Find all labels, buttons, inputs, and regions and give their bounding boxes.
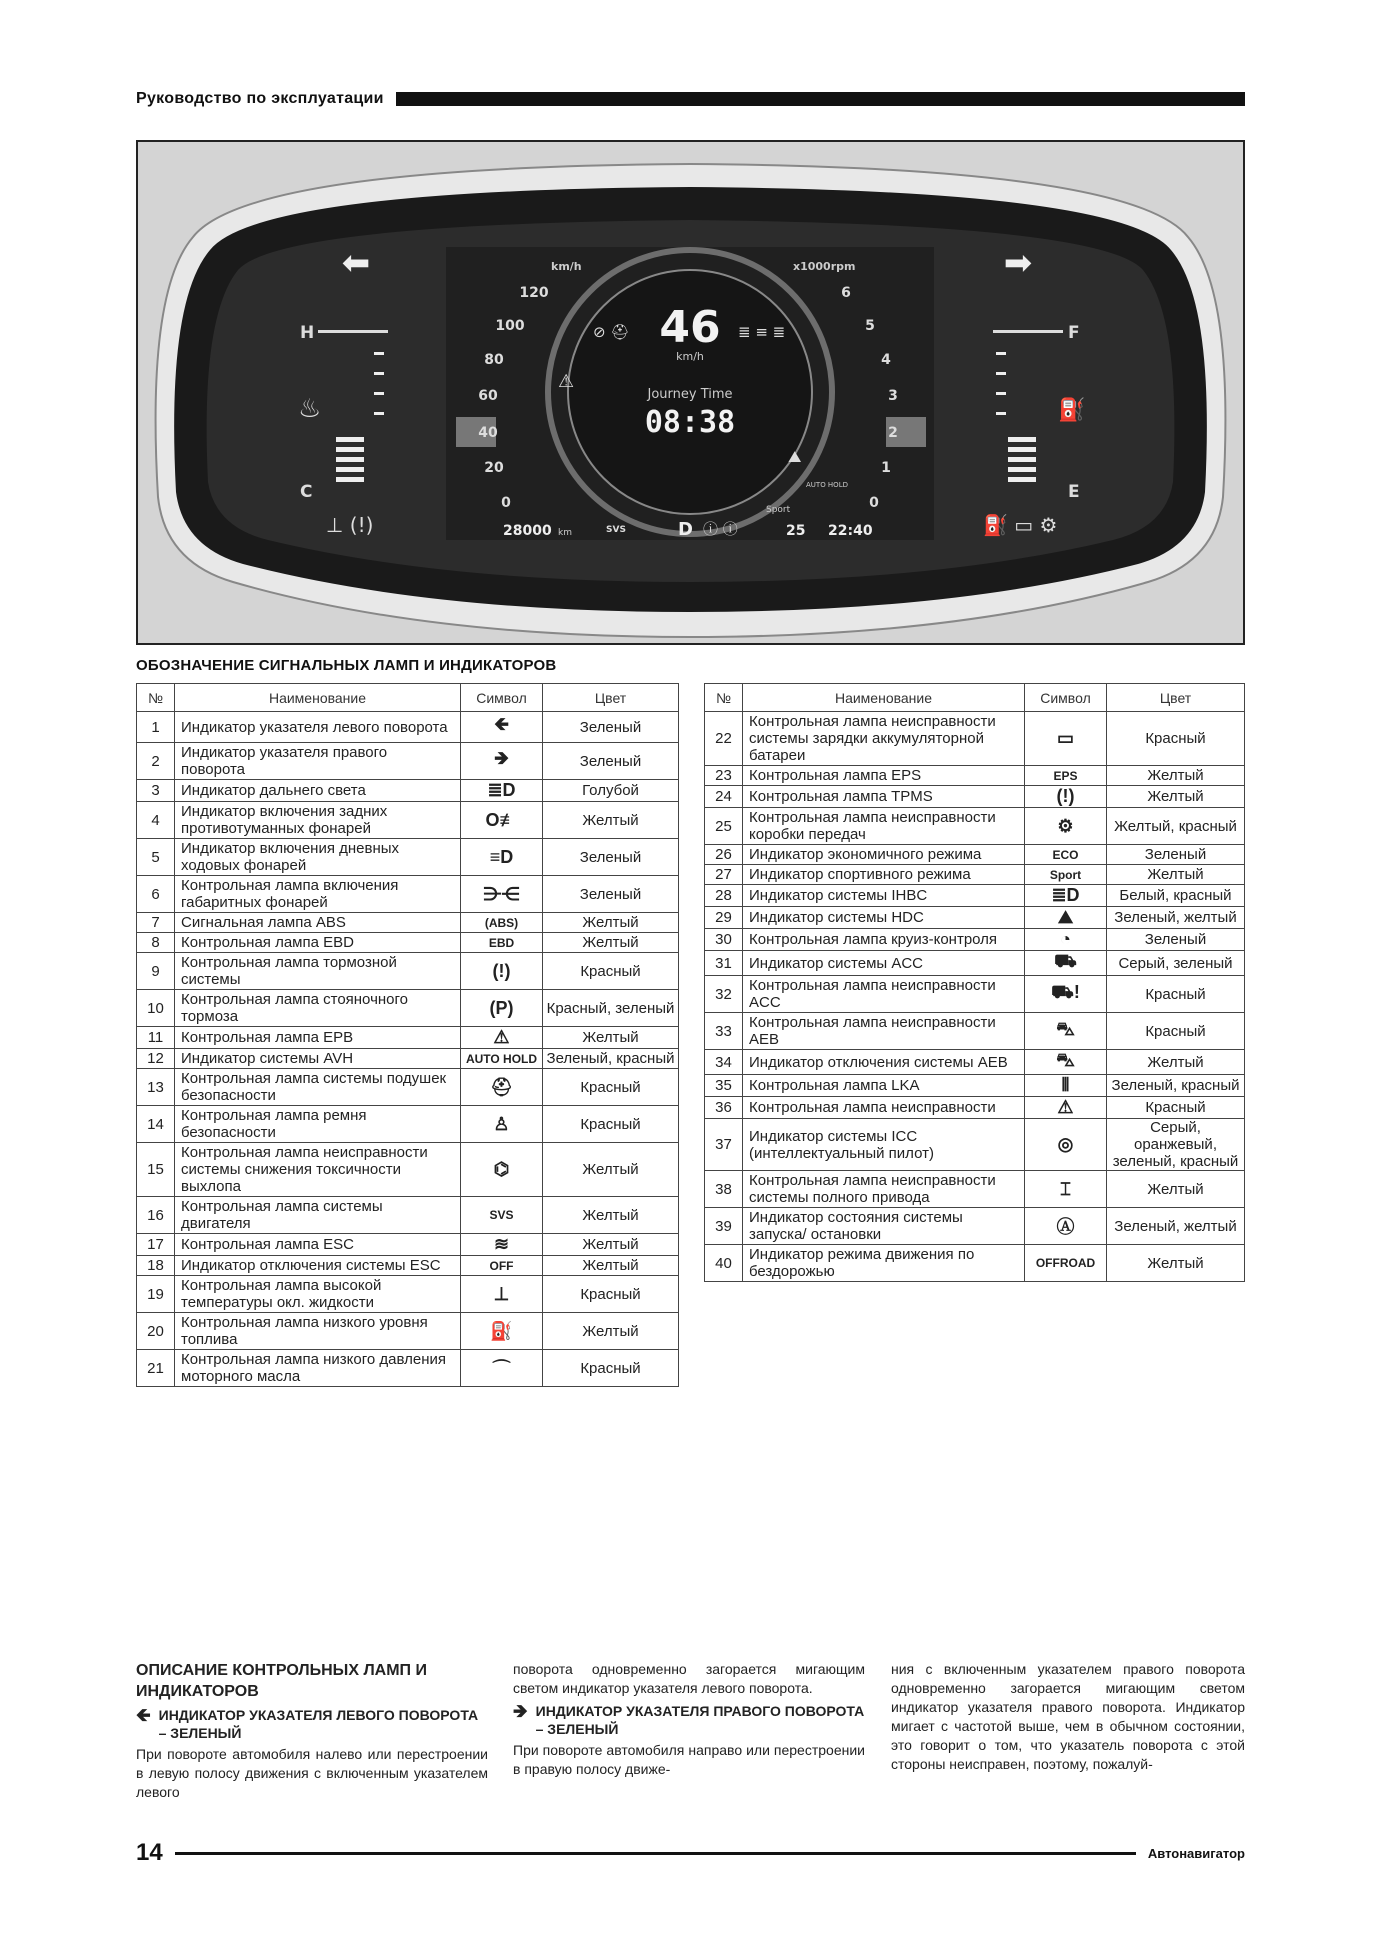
row-number: 37 xyxy=(705,1119,743,1171)
signal-table-right xyxy=(704,683,1245,1282)
speed-tick-label: 80 xyxy=(484,352,504,368)
row-color: Серый, оранжевый, зеленый, красный xyxy=(1107,1119,1245,1171)
rpm-tick-label: 1 xyxy=(881,460,891,476)
journey-time: 08:38 xyxy=(644,405,736,440)
row-number: 6 xyxy=(137,876,175,913)
row-color: Желтый xyxy=(543,913,679,933)
row-color: Белый, красный xyxy=(1107,885,1245,907)
row-name: Контрольная лампа EPB xyxy=(175,1027,461,1049)
table-row xyxy=(705,1171,1245,1208)
row-number: 30 xyxy=(705,929,743,951)
row-name: Контрольная лампа низкого давления моторного масла xyxy=(175,1350,461,1387)
row-symbol-icon: ◎ xyxy=(1025,1119,1107,1171)
table-row xyxy=(705,885,1245,907)
right-arrow-icon: ➡ xyxy=(1003,243,1033,283)
table-row xyxy=(137,743,679,780)
table-row xyxy=(705,951,1245,976)
row-symbol-icon: OFFROAD xyxy=(1025,1245,1107,1282)
row-number: 40 xyxy=(705,1245,743,1282)
row-symbol-icon: ⛑ xyxy=(461,1069,543,1106)
outside-temperature: 25 xyxy=(786,523,806,539)
svg-text:⛰: ⛰ xyxy=(788,447,802,466)
table-row xyxy=(137,1143,679,1197)
sport-indicator: Sport xyxy=(766,505,791,515)
row-color: Желтый xyxy=(543,1197,679,1234)
row-symbol-icon: ECO xyxy=(1025,845,1107,865)
table-row xyxy=(705,1050,1245,1075)
row-name: Контрольная лампа неисправности коробки передач xyxy=(743,808,1025,845)
table-row xyxy=(705,1013,1245,1050)
col-num: № xyxy=(137,684,175,712)
row-name: Контрольная лампа низкого уровня топлива xyxy=(175,1313,461,1350)
row-color: Зеленый, красный xyxy=(1107,1075,1245,1097)
table-row xyxy=(137,913,679,933)
row-number: 28 xyxy=(705,885,743,907)
row-name: Контрольная лампа неисправности системы снижения токсичности выхлопа xyxy=(175,1143,461,1197)
row-symbol-icon: ≋ xyxy=(461,1234,543,1256)
row-symbol-icon: ▭ xyxy=(1025,712,1107,766)
row-name: Контрольная лампа неисправности ACC xyxy=(743,976,1025,1013)
table-row xyxy=(705,845,1245,865)
table-row xyxy=(705,1097,1245,1119)
row-name: Контрольная лампа стояночного тормоза xyxy=(175,990,461,1027)
row-color: Желтый, красный xyxy=(1107,808,1245,845)
row-number: 8 xyxy=(137,933,175,953)
row-symbol-icon: ≡D xyxy=(461,839,543,876)
row-color: Желтый xyxy=(543,1313,679,1350)
row-symbol-icon: (!) xyxy=(461,953,543,990)
row-name: Индикатор указателя левого поворота xyxy=(175,712,461,743)
row-color: Зеленый xyxy=(543,712,679,743)
speed-tick-label: 100 xyxy=(495,318,525,334)
row-symbol-icon: ⊥ xyxy=(461,1276,543,1313)
row-color: Зеленый, желтый xyxy=(1107,1208,1245,1245)
col-color: Цвет xyxy=(543,684,679,712)
table-row xyxy=(137,1027,679,1049)
table-row xyxy=(137,802,679,839)
fuel-e-label: E xyxy=(1068,482,1080,502)
row-name: Контрольная лампа LKA xyxy=(743,1075,1025,1097)
table-row xyxy=(705,1075,1245,1097)
row-symbol-icon: (!) xyxy=(1025,786,1107,808)
row-color: Зеленый xyxy=(543,743,679,780)
table-row xyxy=(137,780,679,802)
speed-unit: km/h xyxy=(676,350,704,363)
table-row xyxy=(705,1208,1245,1245)
table-row xyxy=(705,976,1245,1013)
page-number: 14 xyxy=(136,1839,163,1866)
row-name: Контрольная лампа системы двигателя xyxy=(175,1197,461,1234)
table-row xyxy=(705,929,1245,951)
table-row xyxy=(137,1069,679,1106)
row-color: Красный xyxy=(543,1350,679,1387)
row-symbol-icon: ⌬ xyxy=(461,1143,543,1197)
rpm-tick-label: 2 xyxy=(888,425,898,441)
row-symbol-icon: ≣D xyxy=(461,780,543,802)
table-row xyxy=(137,1350,679,1387)
row-symbol-icon: ⛟! xyxy=(1025,976,1107,1013)
journey-label: Journey Time xyxy=(647,387,733,402)
temp-c-label: C xyxy=(300,482,313,502)
left-arrow-icon: 🡸 xyxy=(136,1705,151,1725)
row-number: 17 xyxy=(137,1234,175,1256)
row-number: 11 xyxy=(137,1027,175,1049)
row-name: Контрольная лампа ESC xyxy=(175,1234,461,1256)
row-name: Контрольная лампа неисправности xyxy=(743,1097,1025,1119)
speed-tick-label: 0 xyxy=(501,495,511,511)
table-row xyxy=(137,1276,679,1313)
row-number: 29 xyxy=(705,907,743,929)
row-number: 14 xyxy=(137,1106,175,1143)
svg-text:⛽: ⛽ xyxy=(1058,398,1086,423)
rpm-tick-label: 6 xyxy=(841,285,851,301)
row-number: 26 xyxy=(705,845,743,865)
table-row xyxy=(137,1049,679,1069)
row-number: 1 xyxy=(137,712,175,743)
row-color: Красный xyxy=(543,953,679,990)
row-name: Индикатор режима движения по бездорожью xyxy=(743,1245,1025,1282)
gear-indicator: D xyxy=(678,519,693,540)
table-row xyxy=(137,1256,679,1276)
row-number: 9 xyxy=(137,953,175,990)
col-color: Цвет xyxy=(1107,684,1245,712)
odometer: 28000 xyxy=(503,523,552,539)
row-name: Индикатор системы HDC xyxy=(743,907,1025,929)
rpm-tick-label: 0 xyxy=(869,495,879,511)
rpm-tick-label: 5 xyxy=(865,318,875,334)
row-symbol-icon: EBD xyxy=(461,933,543,953)
col-symbol: Символ xyxy=(461,684,543,712)
row-symbol-icon: ◔ xyxy=(1025,929,1107,951)
row-symbol-icon: O≢ xyxy=(461,802,543,839)
table-row xyxy=(137,953,679,990)
row-color: Красный xyxy=(1107,976,1245,1013)
row-number: 21 xyxy=(137,1350,175,1387)
right-turn-text: При повороте автомобиля направо или перестроении в правую полосу движе- xyxy=(513,1742,865,1777)
row-name: Контрольная лампа неисправности системы полного привода xyxy=(743,1171,1025,1208)
row-color: Зеленый xyxy=(1107,845,1245,865)
row-number: 25 xyxy=(705,808,743,845)
row-symbol-icon: ⛍ xyxy=(1025,1013,1107,1050)
row-color: Желтый xyxy=(1107,865,1245,885)
left-turn-text-cont: поворота одновременно загорается мигающим светом индикатор указателя левого поворота. xyxy=(513,1661,865,1696)
row-symbol-icon: OFF xyxy=(461,1256,543,1276)
row-color: Голубой xyxy=(543,780,679,802)
row-symbol-icon: ⛟ xyxy=(1025,951,1107,976)
row-name: Индикатор системы AVH xyxy=(175,1049,461,1069)
table-row xyxy=(705,907,1245,929)
table-row xyxy=(705,865,1245,885)
row-name: Контрольная лампа EBD xyxy=(175,933,461,953)
row-color: Красный xyxy=(543,1069,679,1106)
row-name: Контрольная лампа высокой температуры окл. жидкости xyxy=(175,1276,461,1313)
table-row xyxy=(137,876,679,913)
row-color: Желтый xyxy=(543,1143,679,1197)
signal-table-left xyxy=(136,683,679,1387)
row-symbol-icon: 🡸 xyxy=(461,712,543,743)
col-name: Наименование xyxy=(743,684,1025,712)
table-row xyxy=(137,990,679,1027)
kmh-scale-label: km/h xyxy=(551,260,582,273)
row-name: Индикатор системы ICC (интеллектуальный пилот) xyxy=(743,1119,1025,1171)
row-number: 5 xyxy=(137,839,175,876)
table-row xyxy=(137,712,679,743)
row-number: 22 xyxy=(705,712,743,766)
row-name: Контрольная лампа системы подушек безопасности xyxy=(175,1069,461,1106)
page-header xyxy=(136,88,1245,110)
svg-text:⊘ ⛑: ⊘ ⛑ xyxy=(593,323,630,341)
row-color: Желтый xyxy=(1107,766,1245,786)
row-name: Индикатор системы IHBC xyxy=(743,885,1025,907)
row-number: 34 xyxy=(705,1050,743,1075)
row-name: Индикатор экономичного режима xyxy=(743,845,1025,865)
row-color: Желтый xyxy=(543,1234,679,1256)
table-row xyxy=(705,1119,1245,1171)
speed-tick-label: 60 xyxy=(478,388,498,404)
description-column-3 xyxy=(891,1660,1245,1774)
row-symbol-icon: Sport xyxy=(1025,865,1107,885)
row-color: Красный, зеленый xyxy=(543,990,679,1027)
row-symbol-icon: ⛍ xyxy=(1025,1050,1107,1075)
speed-tick-label: 20 xyxy=(484,460,504,476)
header-title: Руководство по эксплуатации xyxy=(136,90,384,107)
row-name: Контрольная лампа круиз-контроля xyxy=(743,929,1025,951)
row-color: Желтый xyxy=(543,802,679,839)
row-color: Желтый xyxy=(1107,1050,1245,1075)
row-symbol-icon: ⌶ xyxy=(1025,1171,1107,1208)
row-number: 7 xyxy=(137,913,175,933)
left-turn-heading: 🡸 ИНДИКАТОР УКАЗАТЕЛЯ ЛЕВОГО ПОВОРОТА – ЗЕЛЕНЫЙ xyxy=(136,1705,479,1741)
row-color: Желтый xyxy=(1107,1171,1245,1208)
rpm-tick-label: 3 xyxy=(888,388,898,404)
row-color: Зеленый xyxy=(1107,929,1245,951)
row-number: 33 xyxy=(705,1013,743,1050)
row-number: 18 xyxy=(137,1256,175,1276)
row-number: 16 xyxy=(137,1197,175,1234)
row-name: Контрольная лампа тормозной системы xyxy=(175,953,461,990)
row-number: 20 xyxy=(137,1313,175,1350)
description-column-2 xyxy=(513,1660,865,1779)
row-number: 35 xyxy=(705,1075,743,1097)
row-number: 13 xyxy=(137,1069,175,1106)
table-row xyxy=(705,766,1245,786)
row-name: Контрольная лампа EPS xyxy=(743,766,1025,786)
instrument-cluster-figure xyxy=(136,140,1245,645)
svs-indicator: SVS xyxy=(606,525,626,535)
row-name: Индикатор включения дневных ходовых фонарей xyxy=(175,839,461,876)
row-color: Серый, зеленый xyxy=(1107,951,1245,976)
row-name: Индикатор спортивного режима xyxy=(743,865,1025,885)
row-color: Желтый xyxy=(543,933,679,953)
row-symbol-icon: ♙ xyxy=(461,1106,543,1143)
row-number: 4 xyxy=(137,802,175,839)
left-turn-text: При повороте автомобиля налево или перестроении в левую полосу движения с включенным указателем левого xyxy=(136,1746,488,1800)
row-color: Зеленый, красный xyxy=(543,1049,679,1069)
row-name: Индикатор состояния системы запуска/ остановки xyxy=(743,1208,1025,1245)
row-name: Индикатор указателя правого поворота xyxy=(175,743,461,780)
row-symbol-icon: ⛽ xyxy=(461,1313,543,1350)
row-symbol-icon: (ABS) xyxy=(461,913,543,933)
description-title: ОПИСАНИЕ КОНТРОЛЬНЫХ ЛАМП И ИНДИКАТОРОВ xyxy=(136,1662,427,1700)
svg-text:ⓘ ⓘ: ⓘ ⓘ xyxy=(703,520,738,538)
row-color: Зеленый xyxy=(543,839,679,876)
row-color: Желтый xyxy=(1107,1245,1245,1282)
svg-text:⚠: ⚠ xyxy=(558,371,575,392)
row-number: 12 xyxy=(137,1049,175,1069)
row-name: Индикатор отключения системы ESC xyxy=(175,1256,461,1276)
row-name: Контрольная лампа неисправности системы зарядки аккумуляторной батареи xyxy=(743,712,1025,766)
row-number: 10 xyxy=(137,990,175,1027)
row-number: 27 xyxy=(705,865,743,885)
row-number: 24 xyxy=(705,786,743,808)
row-symbol-icon: SVS xyxy=(461,1197,543,1234)
svg-text:≣ ≡ ≣: ≣ ≡ ≣ xyxy=(738,323,786,341)
row-color: Красный xyxy=(1107,712,1245,766)
row-symbol-icon: ⚠ xyxy=(1025,1097,1107,1119)
row-symbol-icon: EPS xyxy=(1025,766,1107,786)
rpm-tick-label: 4 xyxy=(881,352,891,368)
table-row xyxy=(137,933,679,953)
row-symbol-icon: ⌒ xyxy=(461,1350,543,1387)
col-symbol: Символ xyxy=(1025,684,1107,712)
row-symbol-icon: ⋺⋲ xyxy=(461,876,543,913)
row-name: Индикатор включения задних противотуманных фонарей xyxy=(175,802,461,839)
row-color: Красный xyxy=(543,1106,679,1143)
row-color: Зеленый, желтый xyxy=(1107,907,1245,929)
auto-hold-indicator: AUTO HOLD xyxy=(806,481,848,489)
clock: 22:40 xyxy=(828,523,873,539)
row-name: Сигнальная лампа ABS xyxy=(175,913,461,933)
row-symbol-icon: Ⓐ xyxy=(1025,1208,1107,1245)
table-row xyxy=(705,786,1245,808)
rpm-scale-label: x1000rpm xyxy=(793,260,856,273)
table-row xyxy=(705,808,1245,845)
odometer-unit: km xyxy=(558,528,572,538)
col-num: № xyxy=(705,684,743,712)
row-color: Красный xyxy=(1107,1013,1245,1050)
table-row xyxy=(137,1313,679,1350)
row-name: Контрольная лампа TPMS xyxy=(743,786,1025,808)
table-row xyxy=(705,712,1245,766)
row-name: Индикатор дальнего света xyxy=(175,780,461,802)
row-symbol-icon: ⦀ xyxy=(1025,1075,1107,1097)
row-number: 38 xyxy=(705,1171,743,1208)
speed-readout: 46 xyxy=(659,302,721,353)
row-symbol-icon: ⛰ xyxy=(1025,907,1107,929)
footer-brand: Автонавигатор xyxy=(1147,1845,1245,1861)
table-section-title: ОБОЗНАЧЕНИЕ СИГНАЛЬНЫХ ЛАМП И ИНДИКАТОРОВ xyxy=(136,657,557,674)
row-symbol-icon: 🡺 xyxy=(461,743,543,780)
row-number: 31 xyxy=(705,951,743,976)
svg-text:♨: ♨ xyxy=(298,394,322,424)
row-number: 36 xyxy=(705,1097,743,1119)
row-color: Желтый xyxy=(543,1027,679,1049)
row-number: 2 xyxy=(137,743,175,780)
fuel-f-label: F xyxy=(1068,323,1080,343)
row-name: Индикатор системы ACC xyxy=(743,951,1025,976)
row-name: Контрольная лампа неисправности AEB xyxy=(743,1013,1025,1050)
left-arrow-icon: ⬅ xyxy=(341,243,371,283)
row-color: Желтый xyxy=(1107,786,1245,808)
row-number: 15 xyxy=(137,1143,175,1197)
row-name: Контрольная лампа ремня безопасности xyxy=(175,1106,461,1143)
row-color: Зеленый xyxy=(543,876,679,913)
table-row xyxy=(137,1234,679,1256)
right-arrow-icon: 🡺 xyxy=(513,1701,528,1721)
right-turn-text-cont: ния с включенным указателем правого поворота одновременно загорается мигающим светом индикатор указателя правого поворота. Индикатор мигает с частотой выше, чем в обычном состоянии, это говорит о том, что указатель поворота с этой стороны неисправен, поэтому, пожалуй- xyxy=(891,1661,1245,1772)
row-symbol-icon: ≣D xyxy=(1025,885,1107,907)
footer-rule xyxy=(175,1852,1136,1855)
row-color: Желтый xyxy=(543,1256,679,1276)
row-number: 3 xyxy=(137,780,175,802)
page-footer xyxy=(136,1840,1245,1866)
row-number: 19 xyxy=(137,1276,175,1313)
row-color: Красный xyxy=(543,1276,679,1313)
row-number: 39 xyxy=(705,1208,743,1245)
svg-text:⛽ ▭ ⚙: ⛽ ▭ ⚙ xyxy=(983,513,1058,537)
table-row xyxy=(137,1106,679,1143)
description-column-1 xyxy=(136,1660,488,1802)
row-number: 23 xyxy=(705,766,743,786)
table-row xyxy=(137,1197,679,1234)
temp-h-label: H xyxy=(300,323,315,343)
row-color: Красный xyxy=(1107,1097,1245,1119)
row-symbol-icon: (P) xyxy=(461,990,543,1027)
row-name: Индикатор отключения системы AEB xyxy=(743,1050,1025,1075)
row-name: Контрольная лампа включения габаритных фонарей xyxy=(175,876,461,913)
speed-tick-label: 120 xyxy=(519,285,549,301)
table-row xyxy=(137,839,679,876)
right-turn-heading: 🡺 ИНДИКАТОР УКАЗАТЕЛЯ ПРАВОГО ПОВОРОТА – ЗЕЛЕНЫЙ xyxy=(513,1701,865,1737)
row-symbol-icon: ⚙ xyxy=(1025,808,1107,845)
col-name: Наименование xyxy=(175,684,461,712)
row-number: 32 xyxy=(705,976,743,1013)
instrument-cluster-drawing xyxy=(138,142,1243,643)
table-row xyxy=(705,1245,1245,1282)
speed-tick-label: 40 xyxy=(478,425,498,441)
row-symbol-icon: ⚠ xyxy=(461,1027,543,1049)
row-symbol-icon: AUTO HOLD xyxy=(461,1049,543,1069)
svg-text:⊥ (!): ⊥ (!) xyxy=(326,513,374,537)
header-rule xyxy=(396,92,1245,106)
